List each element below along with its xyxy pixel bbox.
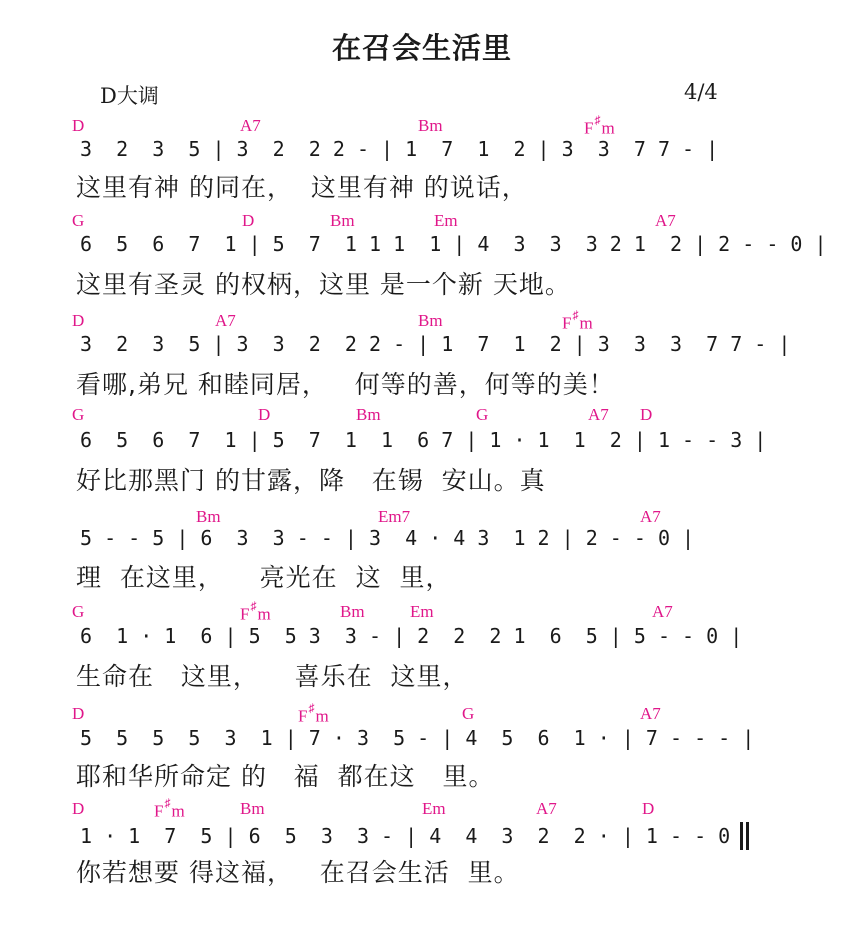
chord: A7 — [240, 116, 261, 135]
chord: F♯m — [298, 701, 329, 726]
chord: F♯m — [240, 599, 271, 624]
chord: Bm — [196, 507, 221, 526]
notation-line: 1 · 1 7 5 | 6 5 3 3 - | 4 4 3 2 2 · | 1 - - 0 — [80, 824, 731, 848]
lyrics-line: 好比那黑门 的甘露，降 在锡 安山。真 — [76, 466, 546, 495]
chord: D — [242, 211, 255, 230]
chord: A7 — [652, 602, 673, 621]
notation-line: 6 5 6 7 1 | 5 7 1 1 1 1 | 4 3 3 3 2 1 2 | 2 - - 0 | — [80, 232, 827, 256]
chord: Em — [410, 602, 434, 621]
lyrics-line: 耶和华所命定 的 福 都在这 里。 — [76, 762, 495, 791]
chord: F♯m — [562, 308, 593, 333]
chord: D — [72, 704, 85, 723]
final-barline — [740, 822, 743, 850]
chord: A7 — [536, 799, 557, 818]
chord: Bm — [240, 799, 265, 818]
notation-line: 6 5 6 7 1 | 5 7 1 1 6 7 | 1 · 1 1 2 | 1 - - 3 | — [80, 428, 767, 452]
lyrics-line: 你若想要 得这福， 在召会生活 里。 — [76, 858, 520, 887]
chord: D — [640, 405, 653, 424]
chord: Bm — [418, 116, 443, 135]
chord: Bm — [356, 405, 381, 424]
chord: D — [258, 405, 271, 424]
chord: Bm — [330, 211, 355, 230]
chord: Em — [434, 211, 458, 230]
lyrics-line: 生命在 这里， 喜乐在 这里， — [76, 662, 469, 691]
chord: A7 — [215, 311, 236, 330]
chord: D — [642, 799, 655, 818]
chord: A7 — [640, 704, 661, 723]
chord: A7 — [640, 507, 661, 526]
chord: Bm — [340, 602, 365, 621]
song-title: 在召会生活里 — [331, 31, 512, 65]
notation-line: 3 2 3 5 | 3 3 2 2 2 - | 1 7 1 2 | 3 3 3 7 7 - | — [80, 332, 791, 356]
notation-line: 5 5 5 5 3 1 | 7 · 3 5 - | 4 5 6 1 · | 7 - - - | — [80, 726, 755, 750]
chord: G — [72, 602, 85, 621]
chord: G — [72, 405, 85, 424]
final-barline — [746, 822, 749, 850]
chord: D — [72, 116, 85, 135]
lyrics-line: 看哪,弟兄 和睦同居， 何等的善，何等的美！ — [76, 370, 615, 399]
notation-line: 3 2 3 5 | 3 2 2 2 - | 1 7 1 2 | 3 3 7 7 - | — [80, 137, 719, 161]
chord: G — [462, 704, 475, 723]
chord: A7 — [588, 405, 609, 424]
lyrics-line: 这里有神 的同在， 这里有神 的说话， — [76, 173, 528, 202]
time-signature: 4/4 — [684, 80, 718, 104]
notation-line: 5 - - 5 | 6 3 3 - - | 3 4 · 4 3 1 2 | 2 - - 0 | — [80, 526, 695, 550]
chord: Em7 — [378, 507, 411, 526]
chord: G — [476, 405, 489, 424]
lyrics-line: 理 在这里， 亮光在 这 里， — [76, 563, 452, 592]
chord: F♯m — [584, 113, 615, 138]
chord: Em — [422, 799, 446, 818]
chord: D — [72, 311, 85, 330]
key-signature: D大调 — [100, 84, 159, 108]
lyrics-line: 这里有圣灵 的权柄，这里 是一个新 天地。 — [76, 270, 571, 299]
chord: G — [72, 211, 85, 230]
chord: Bm — [418, 311, 443, 330]
notation-line: 6 1 · 1 6 | 5 5 3 3 - | 2 2 2 1 6 5 | 5 - - 0 | — [80, 624, 743, 648]
chord: D — [72, 799, 85, 818]
chord: F♯m — [154, 796, 185, 821]
chord: A7 — [655, 211, 676, 230]
